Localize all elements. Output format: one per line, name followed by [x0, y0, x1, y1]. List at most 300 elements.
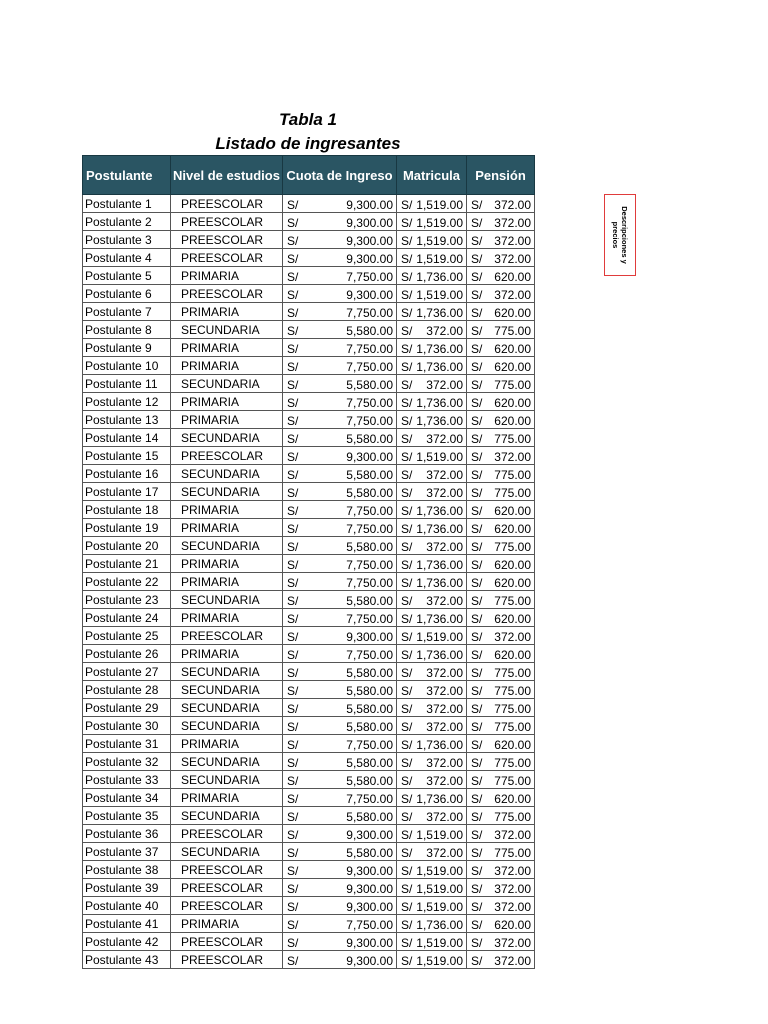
amount: 775.00: [494, 432, 531, 446]
currency-symbol: S/: [287, 270, 299, 284]
amount: 5,580.00: [346, 666, 393, 680]
cell-postulante: Postulante 34: [83, 789, 171, 807]
currency-symbol: S/: [287, 468, 299, 482]
amount: 620.00: [494, 918, 531, 932]
currency-symbol: S/: [287, 324, 299, 338]
amount: 9,300.00: [346, 864, 393, 878]
cell-postulante: Postulante 41: [83, 915, 171, 933]
amount: 1,519.00: [416, 900, 463, 914]
cell-postulante: Postulante 11: [83, 375, 171, 393]
currency-symbol: S/: [287, 864, 299, 878]
table-row: [83, 195, 535, 213]
cell-matricula: [397, 303, 467, 321]
amount: 372.00: [426, 540, 463, 554]
currency-symbol: S/: [401, 342, 413, 356]
cell-cuota: [283, 879, 397, 897]
cell-nivel: PRIMARIA: [171, 303, 283, 321]
amount: 372.00: [426, 846, 463, 860]
amount: 372.00: [426, 810, 463, 824]
cell-cuota: [283, 861, 397, 879]
currency-symbol: S/: [401, 846, 413, 860]
cell-matricula: [397, 627, 467, 645]
table-row: [83, 267, 535, 285]
cell-cuota: [283, 825, 397, 843]
cell-matricula: [397, 267, 467, 285]
cell-matricula: [397, 447, 467, 465]
currency-symbol: S/: [401, 828, 413, 842]
currency-symbol: S/: [471, 612, 483, 626]
cell-nivel: PREESCOLAR: [171, 825, 283, 843]
table-row: [83, 771, 535, 789]
amount: 1,519.00: [416, 450, 463, 464]
currency-symbol: S/: [287, 756, 299, 770]
cell-postulante: Postulante 1: [83, 195, 171, 213]
table-row: [83, 483, 535, 501]
amount: 7,750.00: [346, 648, 393, 662]
cell-pension: [467, 249, 535, 267]
cell-postulante: Postulante 42: [83, 933, 171, 951]
currency-symbol: S/: [471, 288, 483, 302]
header-row: [83, 156, 535, 195]
cell-cuota: [283, 933, 397, 951]
amount: 372.00: [426, 432, 463, 446]
currency-symbol: S/: [471, 432, 483, 446]
cell-pension: [467, 861, 535, 879]
amount: 775.00: [494, 846, 531, 860]
amount: 1,519.00: [416, 288, 463, 302]
cell-nivel: PRIMARIA: [171, 411, 283, 429]
currency-symbol: S/: [287, 612, 299, 626]
table-row: [83, 465, 535, 483]
amount: 1,736.00: [416, 306, 463, 320]
cell-matricula: [397, 843, 467, 861]
table-row: [83, 375, 535, 393]
currency-symbol: S/: [471, 918, 483, 932]
amount: 620.00: [494, 648, 531, 662]
currency-symbol: S/: [471, 630, 483, 644]
table-row: [83, 501, 535, 519]
cell-cuota: [283, 465, 397, 483]
note-text: Descripciones y precios: [611, 206, 629, 264]
currency-symbol: S/: [471, 882, 483, 896]
currency-symbol: S/: [287, 306, 299, 320]
currency-symbol: S/: [287, 360, 299, 374]
cell-nivel: SECUNDARIA: [171, 663, 283, 681]
amount: 775.00: [494, 756, 531, 770]
cell-postulante: Postulante 25: [83, 627, 171, 645]
currency-symbol: S/: [287, 486, 299, 500]
cell-pension: [467, 393, 535, 411]
cell-postulante: Postulante 7: [83, 303, 171, 321]
currency-symbol: S/: [401, 540, 413, 554]
currency-symbol: S/: [287, 216, 299, 230]
amount: 5,580.00: [346, 702, 393, 716]
cell-postulante: Postulante 15: [83, 447, 171, 465]
currency-symbol: S/: [471, 504, 483, 518]
amount: 1,519.00: [416, 882, 463, 896]
cell-cuota: [283, 807, 397, 825]
cell-postulante: Postulante 10: [83, 357, 171, 375]
currency-symbol: S/: [471, 828, 483, 842]
currency-symbol: S/: [401, 522, 413, 536]
currency-symbol: S/: [401, 864, 413, 878]
currency-symbol: S/: [287, 684, 299, 698]
cell-postulante: Postulante 23: [83, 591, 171, 609]
currency-symbol: S/: [401, 252, 413, 266]
cell-cuota: [283, 897, 397, 915]
table-row: [83, 879, 535, 897]
amount: 372.00: [426, 378, 463, 392]
amount: 1,519.00: [416, 198, 463, 212]
amount: 5,580.00: [346, 810, 393, 824]
cell-pension: [467, 879, 535, 897]
amount: 9,300.00: [346, 936, 393, 950]
amount: 775.00: [494, 594, 531, 608]
table-row: [83, 519, 535, 537]
cell-nivel: PRIMARIA: [171, 519, 283, 537]
amount: 1,519.00: [416, 234, 463, 248]
table-row: [83, 321, 535, 339]
header-cuota: Cuota de Ingreso: [283, 156, 397, 195]
cell-nivel: PREESCOLAR: [171, 195, 283, 213]
amount: 7,750.00: [346, 522, 393, 536]
cell-postulante: Postulante 39: [83, 879, 171, 897]
amount: 9,300.00: [346, 954, 393, 968]
table-row: [83, 447, 535, 465]
cell-cuota: [283, 501, 397, 519]
cell-matricula: [397, 753, 467, 771]
cell-postulante: Postulante 26: [83, 645, 171, 663]
amount: 9,300.00: [346, 216, 393, 230]
cell-pension: [467, 483, 535, 501]
cell-postulante: Postulante 29: [83, 699, 171, 717]
header-pension: Pensión: [467, 156, 535, 195]
cell-matricula: [397, 429, 467, 447]
table-row: [83, 717, 535, 735]
cell-matricula: [397, 915, 467, 933]
amount: 9,300.00: [346, 288, 393, 302]
currency-symbol: S/: [287, 432, 299, 446]
amount: 372.00: [426, 468, 463, 482]
cell-matricula: [397, 249, 467, 267]
amount: 7,750.00: [346, 360, 393, 374]
cell-postulante: Postulante 13: [83, 411, 171, 429]
cell-nivel: PREESCOLAR: [171, 285, 283, 303]
amount: 7,750.00: [346, 396, 393, 410]
amount: 1,736.00: [416, 792, 463, 806]
header-nivel: Nivel de estudios: [171, 156, 283, 195]
cell-pension: [467, 285, 535, 303]
table-row: [83, 339, 535, 357]
amount: 620.00: [494, 306, 531, 320]
cell-pension: [467, 303, 535, 321]
currency-symbol: S/: [287, 378, 299, 392]
table-row: [83, 843, 535, 861]
cell-postulante: Postulante 3: [83, 231, 171, 249]
amount: 775.00: [494, 540, 531, 554]
cell-cuota: [283, 195, 397, 213]
cell-cuota: [283, 375, 397, 393]
cell-pension: [467, 735, 535, 753]
cell-cuota: [283, 393, 397, 411]
cell-pension: [467, 717, 535, 735]
currency-symbol: S/: [287, 594, 299, 608]
amount: 372.00: [494, 216, 531, 230]
cell-pension: [467, 663, 535, 681]
cell-cuota: [283, 609, 397, 627]
table-row: [83, 555, 535, 573]
currency-symbol: S/: [471, 378, 483, 392]
currency-symbol: S/: [401, 612, 413, 626]
amount: 9,300.00: [346, 252, 393, 266]
cell-matricula: [397, 501, 467, 519]
amount: 5,580.00: [346, 774, 393, 788]
amount: 1,519.00: [416, 630, 463, 644]
amount: 775.00: [494, 324, 531, 338]
cell-cuota: [283, 267, 397, 285]
cell-nivel: PRIMARIA: [171, 609, 283, 627]
cell-matricula: [397, 285, 467, 303]
amount: 372.00: [494, 288, 531, 302]
cell-cuota: [283, 591, 397, 609]
table-row: [83, 213, 535, 231]
amount: 775.00: [494, 684, 531, 698]
cell-nivel: PREESCOLAR: [171, 231, 283, 249]
table-body: [83, 195, 535, 969]
table-row: [83, 951, 535, 969]
currency-symbol: S/: [401, 504, 413, 518]
amount: 372.00: [494, 630, 531, 644]
cell-matricula: [397, 357, 467, 375]
cell-cuota: [283, 249, 397, 267]
cell-matricula: [397, 735, 467, 753]
amount: 372.00: [426, 720, 463, 734]
amount: 372.00: [494, 252, 531, 266]
currency-symbol: S/: [471, 270, 483, 284]
table-row: [83, 429, 535, 447]
amount: 372.00: [426, 774, 463, 788]
currency-symbol: S/: [401, 270, 413, 284]
cell-matricula: [397, 609, 467, 627]
cell-nivel: PRIMARIA: [171, 357, 283, 375]
amount: 1,736.00: [416, 504, 463, 518]
amount: 620.00: [494, 360, 531, 374]
cell-pension: [467, 465, 535, 483]
table-row: [83, 825, 535, 843]
amount: 7,750.00: [346, 738, 393, 752]
amount: 1,736.00: [416, 522, 463, 536]
cell-matricula: [397, 663, 467, 681]
cell-cuota: [283, 447, 397, 465]
cell-nivel: SECUNDARIA: [171, 771, 283, 789]
cell-matricula: [397, 231, 467, 249]
currency-symbol: S/: [471, 738, 483, 752]
amount: 1,519.00: [416, 936, 463, 950]
currency-symbol: S/: [287, 954, 299, 968]
cell-cuota: [283, 519, 397, 537]
cell-pension: [467, 411, 535, 429]
amount: 7,750.00: [346, 414, 393, 428]
amount: 7,750.00: [346, 270, 393, 284]
amount: 775.00: [494, 774, 531, 788]
cell-postulante: Postulante 35: [83, 807, 171, 825]
currency-symbol: S/: [401, 810, 413, 824]
currency-symbol: S/: [401, 684, 413, 698]
currency-symbol: S/: [287, 252, 299, 266]
currency-symbol: S/: [471, 702, 483, 716]
cell-nivel: SECUNDARIA: [171, 753, 283, 771]
cell-matricula: [397, 393, 467, 411]
cell-pension: [467, 681, 535, 699]
cell-cuota: [283, 321, 397, 339]
header-postulante: Postulante: [83, 156, 171, 195]
cell-nivel: PREESCOLAR: [171, 249, 283, 267]
cell-pension: [467, 573, 535, 591]
cell-matricula: [397, 339, 467, 357]
cell-matricula: [397, 807, 467, 825]
cell-postulante: Postulante 8: [83, 321, 171, 339]
currency-symbol: S/: [471, 576, 483, 590]
cell-matricula: [397, 825, 467, 843]
cell-matricula: [397, 483, 467, 501]
amount: 7,750.00: [346, 504, 393, 518]
cell-postulante: Postulante 40: [83, 897, 171, 915]
cell-pension: [467, 357, 535, 375]
cell-pension: [467, 609, 535, 627]
amount: 7,750.00: [346, 576, 393, 590]
cell-nivel: PREESCOLAR: [171, 447, 283, 465]
ingresantes-table: [82, 155, 535, 969]
cell-matricula: [397, 933, 467, 951]
currency-symbol: S/: [471, 540, 483, 554]
table-row: [83, 393, 535, 411]
cell-nivel: SECUNDARIA: [171, 681, 283, 699]
currency-symbol: S/: [287, 342, 299, 356]
amount: 1,736.00: [416, 396, 463, 410]
table-row: [83, 357, 535, 375]
cell-matricula: [397, 411, 467, 429]
cell-matricula: [397, 555, 467, 573]
cell-matricula: [397, 645, 467, 663]
table-row: [83, 411, 535, 429]
cell-nivel: SECUNDARIA: [171, 375, 283, 393]
currency-symbol: S/: [401, 216, 413, 230]
amount: 620.00: [494, 558, 531, 572]
cell-matricula: [397, 321, 467, 339]
amount: 372.00: [494, 882, 531, 896]
amount: 620.00: [494, 414, 531, 428]
amount: 5,580.00: [346, 540, 393, 554]
currency-symbol: S/: [401, 576, 413, 590]
amount: 5,580.00: [346, 594, 393, 608]
currency-symbol: S/: [471, 216, 483, 230]
currency-symbol: S/: [401, 702, 413, 716]
cell-cuota: [283, 663, 397, 681]
currency-symbol: S/: [287, 414, 299, 428]
cell-postulante: Postulante 5: [83, 267, 171, 285]
currency-symbol: S/: [471, 684, 483, 698]
currency-symbol: S/: [401, 774, 413, 788]
currency-symbol: S/: [287, 846, 299, 860]
amount: 1,736.00: [416, 738, 463, 752]
cell-nivel: PRIMARIA: [171, 735, 283, 753]
amount: 620.00: [494, 270, 531, 284]
table-row: [83, 699, 535, 717]
amount: 775.00: [494, 702, 531, 716]
amount: 1,519.00: [416, 216, 463, 230]
currency-symbol: S/: [401, 486, 413, 500]
cell-postulante: Postulante 4: [83, 249, 171, 267]
cell-cuota: [283, 681, 397, 699]
cell-postulante: Postulante 27: [83, 663, 171, 681]
amount: 9,300.00: [346, 828, 393, 842]
cell-pension: [467, 933, 535, 951]
currency-symbol: S/: [471, 198, 483, 212]
currency-symbol: S/: [287, 900, 299, 914]
cell-pension: [467, 699, 535, 717]
amount: 9,300.00: [346, 450, 393, 464]
table-subtitle: Listado de ingresantes: [215, 134, 401, 153]
amount: 372.00: [494, 954, 531, 968]
amount: 372.00: [494, 864, 531, 878]
cell-cuota: [283, 699, 397, 717]
cell-matricula: [397, 213, 467, 231]
cell-cuota: [283, 789, 397, 807]
amount: 9,300.00: [346, 234, 393, 248]
cell-pension: [467, 771, 535, 789]
cell-cuota: [283, 915, 397, 933]
cell-cuota: [283, 627, 397, 645]
cell-nivel: PREESCOLAR: [171, 897, 283, 915]
cell-pension: [467, 789, 535, 807]
amount: 7,750.00: [346, 342, 393, 356]
cell-nivel: SECUNDARIA: [171, 591, 283, 609]
currency-symbol: S/: [471, 396, 483, 410]
amount: 5,580.00: [346, 720, 393, 734]
cell-nivel: PRIMARIA: [171, 789, 283, 807]
cell-nivel: PREESCOLAR: [171, 213, 283, 231]
cell-pension: [467, 267, 535, 285]
currency-symbol: S/: [401, 630, 413, 644]
cell-postulante: Postulante 31: [83, 735, 171, 753]
cell-cuota: [283, 771, 397, 789]
currency-symbol: S/: [471, 306, 483, 320]
amount: 775.00: [494, 666, 531, 680]
currency-symbol: S/: [471, 486, 483, 500]
amount: 5,580.00: [346, 468, 393, 482]
currency-symbol: S/: [471, 720, 483, 734]
currency-symbol: S/: [471, 234, 483, 248]
currency-symbol: S/: [471, 252, 483, 266]
amount: 1,519.00: [416, 252, 463, 266]
cell-postulante: Postulante 32: [83, 753, 171, 771]
cell-postulante: Postulante 6: [83, 285, 171, 303]
currency-symbol: S/: [401, 450, 413, 464]
cell-pension: [467, 807, 535, 825]
cell-postulante: Postulante 33: [83, 771, 171, 789]
amount: 775.00: [494, 810, 531, 824]
amount: 5,580.00: [346, 432, 393, 446]
cell-pension: [467, 213, 535, 231]
cell-postulante: Postulante 36: [83, 825, 171, 843]
currency-symbol: S/: [471, 324, 483, 338]
amount: 775.00: [494, 720, 531, 734]
amount: 7,750.00: [346, 918, 393, 932]
cell-matricula: [397, 861, 467, 879]
amount: 5,580.00: [346, 324, 393, 338]
currency-symbol: S/: [471, 360, 483, 374]
cell-nivel: SECUNDARIA: [171, 843, 283, 861]
